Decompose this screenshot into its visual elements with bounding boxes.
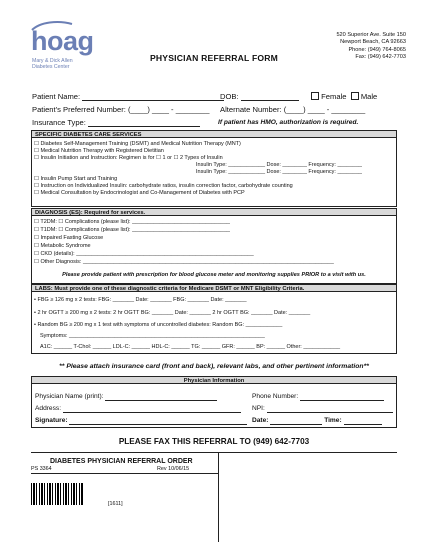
lab-values-line[interactable]: A1C: ______ T-Chol: ______ LDL-C: ______ HDL-C: ______ TG: ______ GFR: ______ BP: ______ Other: ____________ [40,344,341,350]
attach-note: ** Please attach insurance card (front and back), relevant labs, and other pertinent information** [59,363,369,370]
footer-divider [31,452,397,453]
signature-row [35,416,247,425]
time-label: Time: [324,417,342,424]
address-line: Newport Beach, CA 92663 [340,39,406,46]
lab-item[interactable]: • FBG ≥ 126 mg x 2 tests: FBG: _______ Date: _______ FBG: _______ Date: _______ [34,297,247,303]
alternate-number-field[interactable]: Alternate Number: (____) ____ - ________ [220,105,366,114]
fax-instruction: PLEASE FAX THIS REFERRAL TO (949) 642-7703 [118,437,310,446]
npi-row [252,404,393,413]
date-time-row [252,416,382,425]
ps-code: PS 3364 [31,466,52,472]
female-label: Female [321,92,347,101]
logo-subtitle: Mary & Dick Allen Diabetes Center [32,58,73,71]
patient-name-field[interactable] [82,93,224,101]
service-item[interactable]: ☐ Instruction on Individualized Insulin: carbohydrate ratios, insulin correction factor, carbohydrate counting [34,183,293,189]
signature-label: Signature: [35,417,68,424]
diagnosis-item[interactable]: ☐ Metabolic Syndrome [34,243,91,249]
meter-prescription-note: Please provide patient with prescription for blood glucose meter and monitoring supplies PRIOR to a visit with us. [62,272,366,278]
male-checkbox[interactable] [351,92,359,100]
lab-item[interactable]: • 2 hr OGTT ≥ 200 mg x 2 tests: 2 hr OGTT BG: _______ Date: _______ 2 hr OGTT BG: _______ Date: _______ [34,310,311,316]
diagnosis-item[interactable]: ☐ Other Diagnosis: __________________________________________________________________________________ [34,259,334,265]
preferred-number-field[interactable]: Patient's Preferred Number: (____) ____ - ________ [32,105,210,114]
footer-subdivider [31,473,218,474]
physician-name-row [35,392,217,401]
service-item[interactable]: ☐ Diabetes Self-Management Training (DSMT) and Medical Nutrition Therapy (MNT) [34,141,241,147]
symptoms-line[interactable]: Symptoms: ________________________________________________________________ [40,333,265,339]
physician-name-field[interactable] [105,393,217,401]
date-label: Date: [252,417,269,424]
service-item[interactable]: ☐ Insulin Pump Start and Training [34,176,118,182]
female-checkbox[interactable] [311,92,319,100]
hoag-logo: hoag [31,26,94,56]
lab-item[interactable]: • Random BG ≥ 200 mg x 1 test with symptoms of uncontrolled diabetes: Random BG: ____________ [34,322,283,328]
signature-field[interactable] [69,417,247,425]
barcode [31,483,83,505]
diagnosis-item[interactable]: ☐ T1DM: ☐ Complications (please list): ________________________________ [34,227,230,233]
time-field[interactable] [344,417,382,425]
physician-header: Physician Information [31,376,397,384]
footer-vertical-divider [218,452,219,542]
address-line: 520 Superior Ave. Suite 150 [336,32,406,38]
service-item[interactable]: ☐ Medical Consultation by Endocrinologist and Co-Management of Diabetes with PCP [34,190,245,196]
physician-address-row [35,404,241,413]
form-title: PHYSICIAN REFERRAL FORM [149,53,279,63]
physician-address-field[interactable] [63,405,241,413]
insurance-field[interactable] [88,119,200,127]
insurance-row [32,118,200,127]
physician-address-label: Address: [35,405,62,412]
hmo-note: If patient has HMO, authorization is required. [218,119,359,126]
dob-field[interactable] [241,93,299,101]
patient-name-row [32,92,224,101]
diagnosis-item[interactable]: ☐ Impaired Fasting Glucose [34,235,104,241]
address-line: Phone: (949) 764-8065 [348,46,406,53]
services-header: SPECIFIC DIABETES CARE SERVICES [31,130,397,138]
diagnosis-header: DIAGNOSIS (ES): Required for services. [31,208,397,216]
date-field[interactable] [270,417,322,425]
physician-phone-row [252,392,384,401]
npi-label: NPI: [252,405,265,412]
sex-row [311,92,377,101]
diagnosis-item[interactable]: ☐ T2DM: ☐ Complications (please list): ________________________________ [34,219,230,225]
insurance-label: Insurance Type: [32,118,86,127]
dob-row [220,92,299,101]
insulin-type-line[interactable]: Insulin Type: ____________ Dose: ________ Frequency: ________ [196,162,362,168]
male-label: Male [360,92,378,101]
patient-name-label: Patient Name: [32,92,81,101]
service-item[interactable]: ☐ Insulin Initiation and Instruction: Regimen is for ☐ 1 or ☐ 2 Types of Insulin [34,155,223,161]
form-code: [1611] [108,501,123,507]
physician-name-label: Physician Name (print): [35,393,104,400]
revision-date: Rev 10/06/15 [157,466,190,472]
physician-phone-field[interactable] [300,393,384,401]
address-line: Fax: (949) 642-7703 [355,54,406,61]
physician-phone-label: Phone Number: [252,393,299,400]
diagnosis-item[interactable]: ☐ CKD (details): __________________________________________________________ [34,251,254,257]
dob-label: DOB: [220,92,239,101]
service-item[interactable]: ☐ Medical Nutrition Therapy with Registered Dietitian [34,148,164,154]
insulin-type-line[interactable]: Insulin Type: ____________ Dose: ________ Frequency: ________ [196,169,362,175]
npi-field[interactable] [267,405,393,413]
order-title: DIABETES PHYSICIAN REFERRAL ORDER [50,458,193,465]
labs-header: LABS: Must provide one of these diagnostic criteria for Medicare DSMT or MNT Eligibility Criteria. [31,284,397,292]
